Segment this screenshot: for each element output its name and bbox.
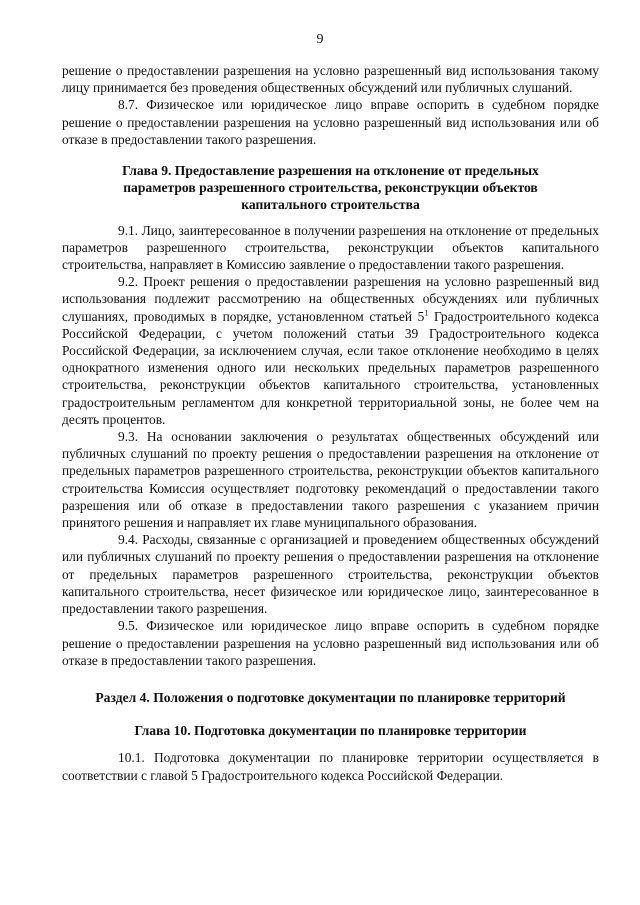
- paragraph-number: 9.4.: [118, 532, 139, 548]
- paragraph-number: 9.2.: [118, 274, 139, 290]
- paragraph-number: 8.7.: [118, 97, 139, 113]
- paragraph-number: 10.1.: [118, 750, 145, 766]
- paragraph-text: Лицо, заинтересованное в получении разрешения на отклонение от предельных параметров разрешенного строительства, реконструкции объектов капитального строительства, направляет в Комиссию заявление о предоставлении такого разрешения.: [62, 222, 599, 273]
- paragraph-text: Физическое или юридическое лицо вправе оспорить в судебном порядке решение о предоставлении разрешения на условно разрешенный вид использования или об отказе в предоставлении такого разрешения.: [62, 97, 599, 147]
- paragraph-text: Физическое или юридическое лицо вправе оспорить в судебном порядке решение о предоставлении разрешения на условно разрешенный вид использования или об отказе в предоставлении такого разрешения.: [62, 618, 599, 668]
- paragraph-text: Проект решения о предоставлении разрешения на условно разрешенный вид использования подлежит рассмотрению на общественных обсуждениях или публичных слушаниях, проводимых в порядке, установленном статьей 5: [62, 274, 599, 324]
- paragraph-text: Подготовка документации по планировке территории осуществляется в соответствии с главой 5 Градостроительного кодекса Российской Федерации.: [62, 750, 599, 783]
- paragraph-9-2: [62, 273, 599, 428]
- paragraph-9-1: [62, 222, 599, 274]
- paragraph-number: 9.1.: [118, 222, 139, 238]
- paragraph-text-continued: Градостроительного кодекса Российской Федерации, с учетом положений статьи 39 Градостроительного кодекса Российской Федерации, за исключением случая, если такое отклонение необходимо в целях однократного изменения одного или нескольких предельных параметров разрешенного строительства, реконструкции объектов капитального строительства, установленных градостроительным регламентом для конкретной территориальной зоны, не более чем на десять процентов.: [62, 308, 599, 427]
- paragraph-number: 9.3.: [118, 429, 139, 445]
- document-body: [62, 62, 599, 784]
- paragraph-number: 9.5.: [118, 618, 139, 634]
- paragraph-9-4: [62, 531, 599, 617]
- section-4-heading: Раздел 4. Положения о подготовке документации по планировке территорий: [95, 689, 566, 705]
- paragraph-9-3: [62, 428, 599, 531]
- paragraph-text: На основании заключения о результатах общественных обсуждений или публичных слушаний по проекту решения о предоставлении разрешения на отклонение от предельных параметров разрешенного строительства, реконструкции объектов капитального строительства Комиссия осуществляет подготовку рекомендаций о предоставлении такого разрешения или об отказе в предоставлении такого разрешения с указанием причин принятого решения и направляет их главе муниципального образования.: [62, 429, 599, 531]
- paragraph-8-7: [62, 96, 599, 148]
- superscript: 1: [424, 308, 429, 318]
- chapter-9-heading: Глава 9. Предоставление разрешения на отклонение от предельных параметров разрешенного строительства, реконструкции объектов капитального строительства: [122, 163, 539, 213]
- paragraph-10-1: [62, 749, 599, 783]
- paragraph-continuation: решение о предоставлении разрешения на условно разрешенный вид использования такому лицу принимается без проведения общественных обсуждений или публичных слушаний.: [62, 63, 599, 96]
- paragraph-text: Расходы, связанные с организацией и проведением общественных обсуждений или публичных слушаний по проекту решения о предоставлении разрешения на отклонение от предельных параметров разрешенного строительства, реконструкции объектов капитального строительства, несет физическое или юридическое лицо, заинтересованное в предоставлении такого разрешения.: [62, 532, 599, 617]
- paragraph-9-5: [62, 617, 599, 669]
- page-number: 9: [316, 32, 324, 47]
- chapter-10-heading: Глава 10. Подготовка документации по планировке территории: [134, 723, 527, 739]
